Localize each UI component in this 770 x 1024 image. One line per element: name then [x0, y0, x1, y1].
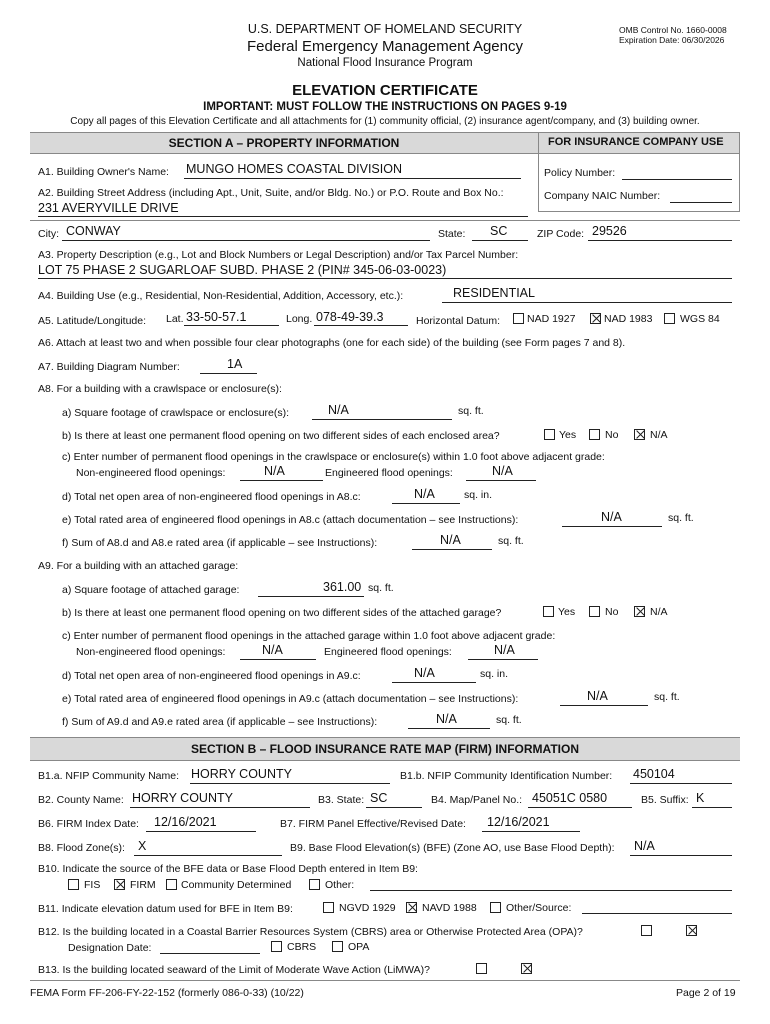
- a5-label: A5. Latitude/Longitude:: [38, 315, 147, 327]
- a8e-unit: sq. ft.: [668, 512, 694, 524]
- fis-label: FIS: [84, 879, 101, 891]
- lat-label: Lat.: [166, 313, 184, 325]
- a9b-label: b) Is there at least one permanent flood opening on two different sides of the attached garage?: [62, 607, 502, 619]
- a9e-label: e) Total rated area of engineered flood openings in A9.c (attach documentation – see Instructions):: [62, 693, 519, 705]
- b1b-underline: [630, 783, 732, 784]
- a9b-no-checkbox[interactable]: [589, 606, 600, 617]
- a9f-value[interactable]: N/A: [436, 712, 457, 726]
- a8f-value[interactable]: N/A: [440, 533, 461, 547]
- state-underline: [472, 240, 528, 241]
- ngvd1929-label: NGVD 1929: [339, 902, 396, 914]
- b1b-label: B1.b. NFIP Community Identification Number:: [400, 770, 613, 782]
- a2-street-address[interactable]: 231 AVERYVILLE DRIVE: [38, 201, 179, 215]
- b2-label: B2. County Name:: [38, 794, 124, 806]
- a8b-no-label: No: [605, 429, 619, 441]
- policy-number-field[interactable]: [622, 179, 732, 180]
- naic-number-field[interactable]: [670, 202, 732, 203]
- a8e-value[interactable]: N/A: [601, 510, 622, 524]
- copy-note: Copy all pages of this Elevation Certificate and all attachments for (1) community official, (2) insurance agent/company, and (3) building owner.: [70, 116, 700, 127]
- b9-label: B9. Base Flood Elevation(s) (BFE) (Zone AO, use Base Flood Depth):: [290, 842, 615, 854]
- opa-checkbox[interactable]: [332, 941, 343, 952]
- a9a-label: a) Square footage of attached garage:: [62, 584, 240, 596]
- b8-label: B8. Flood Zone(s):: [38, 842, 125, 854]
- important-note: IMPORTANT: MUST FOLLOW THE INSTRUCTIONS ON PAGES 9-19: [203, 101, 567, 113]
- a9a-underline: [258, 596, 364, 597]
- expiration-date: Expiration Date: 06/30/2026: [619, 35, 725, 45]
- b3-label: B3. State:: [318, 794, 365, 806]
- a9f-underline: [408, 728, 490, 729]
- a1-owner-name[interactable]: MUNGO HOMES COASTAL DIVISION: [186, 162, 402, 176]
- department-name: U.S. DEPARTMENT OF HOMELAND SECURITY: [247, 22, 523, 36]
- form-number: FEMA Form FF-206-FY-22-152 (formerly 086-0-33) (10/22): [30, 987, 304, 999]
- other-source-checkbox[interactable]: [490, 902, 501, 913]
- a9a-unit: sq. ft.: [368, 582, 394, 594]
- wgs84-label: WGS 84: [680, 313, 720, 325]
- city-label: City:: [38, 228, 59, 240]
- b10-label: B10. Indicate the source of the BFE data or Base Flood Depth entered in Item B9:: [38, 863, 418, 875]
- other-source-field[interactable]: [582, 913, 732, 914]
- a8d-underline: [392, 503, 460, 504]
- a8-label: A8. For a building with a crawlspace or enclosure(s):: [38, 383, 282, 395]
- a8c-non-eng-underline: [240, 480, 323, 481]
- other-source-label: Other/Source:: [506, 902, 572, 914]
- a8f-label: f) Sum of A8.d and A8.e rated area (if applicable – see Instructions):: [62, 537, 378, 549]
- navd1988-checkbox[interactable]: [406, 902, 417, 913]
- a9d-underline: [392, 682, 476, 683]
- b13-label: B13. Is the building located seaward of the Limit of Moderate Wave Action (LiMWA)?: [38, 964, 430, 976]
- fis-checkbox[interactable]: [68, 879, 79, 890]
- b5-label: B5. Suffix:: [641, 794, 689, 806]
- a4-underline: [442, 302, 732, 303]
- a9b-yes-label: Yes: [558, 606, 576, 618]
- a8b-na-label: N/A: [650, 429, 668, 441]
- a8b-yes-label: Yes: [559, 429, 577, 441]
- lat-underline: [184, 325, 279, 326]
- ngvd1929-checkbox[interactable]: [323, 902, 334, 913]
- zip-underline: [588, 240, 732, 241]
- opa-label: OPA: [348, 941, 370, 953]
- long-label: Long.: [286, 313, 313, 325]
- a9b-na-checkbox[interactable]: [634, 606, 645, 617]
- b6-firm-index-date[interactable]: 12/16/2021: [154, 815, 217, 829]
- b1a-community-name[interactable]: HORRY COUNTY: [191, 767, 292, 781]
- a6-label: A6. Attach at least two and when possible four clear photographs (one for each side) of the building (see Form pages 7 and 8).: [38, 337, 626, 349]
- b8-flood-zone[interactable]: X: [138, 839, 147, 853]
- cbrs-label: CBRS: [287, 941, 317, 953]
- a7-underline: [200, 373, 257, 374]
- a8c-eng-underline: [466, 480, 536, 481]
- b3-underline: [366, 807, 422, 808]
- insurance-use-title: FOR INSURANCE COMPANY USE: [548, 136, 724, 148]
- nad1927-label: NAD 1927: [527, 313, 576, 325]
- bottom-rule: [30, 980, 740, 981]
- a9c-non-eng-label: Non-engineered flood openings:: [76, 646, 226, 658]
- a9e-value[interactable]: N/A: [587, 689, 608, 703]
- long-underline: [314, 325, 408, 326]
- a8d-label: d) Total net open area of non-engineered flood openings in A8.c:: [62, 491, 361, 503]
- designation-date-label: Designation Date:: [68, 942, 152, 954]
- b1a-underline: [190, 783, 390, 784]
- a9c-non-eng-underline: [240, 659, 316, 660]
- a8a-underline: [312, 419, 452, 420]
- b7-firm-panel-date[interactable]: 12/16/2021: [487, 815, 550, 829]
- firm-label: FIRM: [130, 879, 156, 891]
- a9c-eng-value[interactable]: N/A: [494, 643, 515, 657]
- b1b-community-id[interactable]: 450104: [633, 767, 675, 781]
- b2-county-name[interactable]: HORRY COUNTY: [132, 791, 233, 805]
- a9-label: A9. For a building with an attached garage:: [38, 560, 239, 572]
- a4-label: A4. Building Use (e.g., Residential, Non-Residential, Addition, Accessory, etc.):: [38, 290, 404, 302]
- a8e-label: e) Total rated area of engineered flood openings in A8.c (attach documentation – see Instructions):: [62, 514, 519, 526]
- b11-label: B11. Indicate elevation datum used for BFE in Item B9:: [38, 903, 293, 915]
- latitude-value[interactable]: 33-50-57.1: [186, 310, 247, 324]
- a1-label: A1. Building Owner's Name:: [38, 166, 169, 178]
- a9a-value[interactable]: 361.00: [323, 580, 362, 594]
- a8d-value[interactable]: N/A: [414, 487, 435, 501]
- a9c-eng-underline: [468, 659, 538, 660]
- a7-label: A7. Building Diagram Number:: [38, 361, 180, 373]
- b3-state[interactable]: SC: [370, 791, 388, 805]
- agency-name: Federal Emergency Management Agency: [247, 38, 523, 55]
- naic-number-label: Company NAIC Number:: [544, 190, 661, 202]
- b1a-label: B1.a. NFIP Community Name:: [38, 770, 180, 782]
- a8f-unit: sq. ft.: [498, 535, 524, 547]
- a2-underline: [38, 216, 528, 217]
- city-underline: [62, 240, 430, 241]
- a8d-unit: sq. in.: [464, 489, 493, 501]
- a4-building-use[interactable]: RESIDENTIAL: [453, 286, 535, 300]
- a9e-underline: [560, 705, 648, 706]
- a8f-underline: [412, 549, 492, 550]
- a9d-unit: sq. in.: [480, 668, 509, 680]
- a9d-label: d) Total net open area of non-engineered flood openings in A9.c:: [62, 670, 361, 682]
- state-value[interactable]: SC: [490, 224, 508, 238]
- b12-label: B12. Is the building located in a Coastal Barrier Resources System (CBRS) area or Otherwise Protected Area (OPA)?: [38, 926, 583, 938]
- firm-checkbox[interactable]: [114, 879, 125, 890]
- a8a-value[interactable]: N/A: [328, 403, 349, 417]
- b4-underline: [528, 807, 632, 808]
- section-a-title: SECTION A – PROPERTY INFORMATION: [168, 136, 400, 150]
- community-determined-checkbox[interactable]: [166, 879, 177, 890]
- b13-yes-checkbox[interactable]: [476, 963, 487, 974]
- a3-property-description[interactable]: LOT 75 PHASE 2 SUGARLOAF SUBD. PHASE 2 (PIN# 345-06-03-0023): [38, 263, 447, 277]
- page-number: Page 2 of 19: [676, 987, 736, 999]
- b12-no-checkbox[interactable]: [686, 925, 697, 936]
- longitude-value[interactable]: 078-49-39.3: [316, 310, 384, 324]
- a9d-value[interactable]: N/A: [414, 666, 435, 680]
- other-field[interactable]: [370, 890, 732, 891]
- a8a-label: a) Square footage of crawlspace or enclosure(s):: [62, 407, 290, 419]
- section-b-title: SECTION B – FLOOD INSURANCE RATE MAP (FIRM) INFORMATION: [191, 742, 579, 756]
- b4-map-panel[interactable]: 45051C 0580: [532, 791, 608, 805]
- a9c-label: c) Enter number of permanent flood openings in the attached garage within 1.0 foot above adjacent grade:: [62, 630, 556, 642]
- a8b-label: b) Is there at least one permanent flood opening on two different sides of each enclosed area?: [62, 430, 500, 442]
- a8e-underline: [562, 526, 662, 527]
- policy-number-label: Policy Number:: [544, 167, 616, 179]
- cbrs-checkbox[interactable]: [271, 941, 282, 952]
- a9c-non-eng-value[interactable]: N/A: [262, 643, 283, 657]
- b6-label: B6. FIRM Index Date:: [38, 818, 139, 830]
- a8c-non-eng-label: Non-engineered flood openings:: [76, 467, 226, 479]
- a7-diagram-number[interactable]: 1A: [227, 357, 243, 371]
- a8b-na-checkbox[interactable]: [634, 429, 645, 440]
- a8a-unit: sq. ft.: [458, 405, 484, 417]
- a8b-no-checkbox[interactable]: [589, 429, 600, 440]
- a8c-non-eng-value[interactable]: N/A: [264, 464, 285, 478]
- city-value[interactable]: CONWAY: [66, 224, 121, 238]
- zip-label: ZIP Code:: [537, 228, 585, 240]
- b5-underline: [692, 807, 732, 808]
- a3-underline: [38, 278, 732, 279]
- b13-no-checkbox[interactable]: [521, 963, 532, 974]
- zip-value[interactable]: 29526: [592, 224, 627, 238]
- other-checkbox[interactable]: [309, 879, 320, 890]
- omb-number: OMB Control No. 1660-0008: [619, 25, 727, 35]
- b4-label: B4. Map/Panel No.:: [431, 794, 523, 806]
- nad1983-label: NAD 1983: [604, 313, 653, 325]
- b5-suffix[interactable]: K: [696, 791, 705, 805]
- form-title: ELEVATION CERTIFICATE: [292, 82, 478, 99]
- b12-yes-checkbox[interactable]: [641, 925, 652, 936]
- b7-underline: [482, 831, 580, 832]
- a9c-eng-label: Engineered flood openings:: [324, 646, 452, 658]
- wgs84-checkbox[interactable]: [664, 313, 675, 324]
- a9e-unit: sq. ft.: [654, 691, 680, 703]
- a8c-eng-label: Engineered flood openings:: [325, 467, 453, 479]
- b9-bfe[interactable]: N/A: [634, 839, 655, 853]
- a9b-no-label: No: [605, 606, 619, 618]
- a3-label: A3. Property Description (e.g., Lot and Block Numbers or Legal Description) and/or Tax Parcel Number:: [38, 249, 519, 261]
- a9f-unit: sq. ft.: [496, 714, 522, 726]
- nad1927-checkbox[interactable]: [513, 313, 524, 324]
- nad1983-checkbox[interactable]: [590, 313, 601, 324]
- state-label: State:: [438, 228, 466, 240]
- navd1988-label: NAVD 1988: [422, 902, 477, 914]
- b7-label: B7. FIRM Panel Effective/Revised Date:: [280, 818, 466, 830]
- datum-label: Horizontal Datum:: [416, 315, 501, 327]
- a2-divider: [30, 220, 740, 221]
- a2-label: A2. Building Street Address (including Apt., Unit, Suite, and/or Bldg. No.) or P.O. Route and Box No.:: [38, 187, 504, 199]
- a9b-na-label: N/A: [650, 606, 668, 618]
- b9-underline: [630, 855, 732, 856]
- community-determined-label: Community Determined: [181, 879, 292, 891]
- a9b-yes-checkbox[interactable]: [543, 606, 554, 617]
- a9f-label: f) Sum of A9.d and A9.e rated area (if applicable – see Instructions):: [62, 716, 378, 728]
- other-label: Other:: [325, 879, 355, 891]
- a8c-eng-value[interactable]: N/A: [492, 464, 513, 478]
- designation-date-field[interactable]: [160, 953, 260, 954]
- b8-underline: [134, 855, 282, 856]
- a1-underline: [184, 178, 521, 179]
- b6-underline: [146, 831, 256, 832]
- a8c-label: c) Enter number of permanent flood openings in the crawlspace or enclosure(s) within 1.0 foot above adjacent grade:: [62, 451, 605, 463]
- program-name: National Flood Insurance Program: [297, 57, 473, 69]
- a8b-yes-checkbox[interactable]: [544, 429, 555, 440]
- b2-underline: [130, 807, 310, 808]
